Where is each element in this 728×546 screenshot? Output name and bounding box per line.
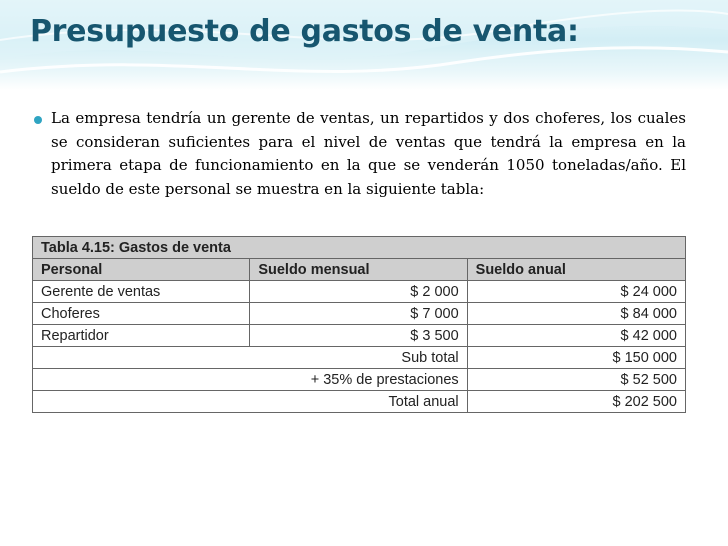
cell-mensual: $ 2 000	[250, 281, 467, 303]
table-row	[33, 281, 686, 303]
cell-personal: Repartidor	[33, 325, 250, 347]
header-sueldo-mensual: Sueldo mensual	[250, 259, 467, 281]
gastos-table	[32, 236, 686, 413]
cell-anual: $ 42 000	[467, 325, 685, 347]
header-personal: Personal	[33, 259, 250, 281]
subtotal-label: Sub total	[33, 347, 468, 369]
table-caption: Tabla 4.15: Gastos de venta	[33, 237, 686, 259]
subtotal-value: $ 150 000	[467, 347, 685, 369]
cell-personal: Gerente de ventas	[33, 281, 250, 303]
cell-mensual: $ 7 000	[250, 303, 467, 325]
table-row	[33, 325, 686, 347]
cell-mensual: $ 3 500	[250, 325, 467, 347]
table-row	[33, 303, 686, 325]
total-row	[33, 391, 686, 413]
bullet-dot-icon	[34, 116, 42, 124]
bullet-item	[34, 107, 686, 201]
cell-anual: $ 24 000	[467, 281, 685, 303]
prestaciones-label: + 35% de prestaciones	[33, 369, 468, 391]
slide-title: Presupuesto de gastos de venta:	[30, 14, 579, 49]
prestaciones-value: $ 52 500	[467, 369, 685, 391]
total-value: $ 202 500	[467, 391, 685, 413]
bullet-text: La empresa tendría un gerente de ventas, un repartidos y dos choferes, los cuales se consideran suficientes para el nivel de ventas que tendrá la empresa en la primera etapa de funcionamiento en la que se venderán 1050 toneladas/año. El sueldo de este personal se muestra en la siguiente tabla:	[51, 109, 686, 198]
header-sueldo-anual: Sueldo anual	[467, 259, 685, 281]
table-caption-row	[33, 237, 686, 259]
cell-anual: $ 84 000	[467, 303, 685, 325]
cell-personal: Choferes	[33, 303, 250, 325]
prestaciones-row	[33, 369, 686, 391]
table-header-row	[33, 259, 686, 281]
subtotal-row	[33, 347, 686, 369]
total-label: Total anual	[33, 391, 468, 413]
